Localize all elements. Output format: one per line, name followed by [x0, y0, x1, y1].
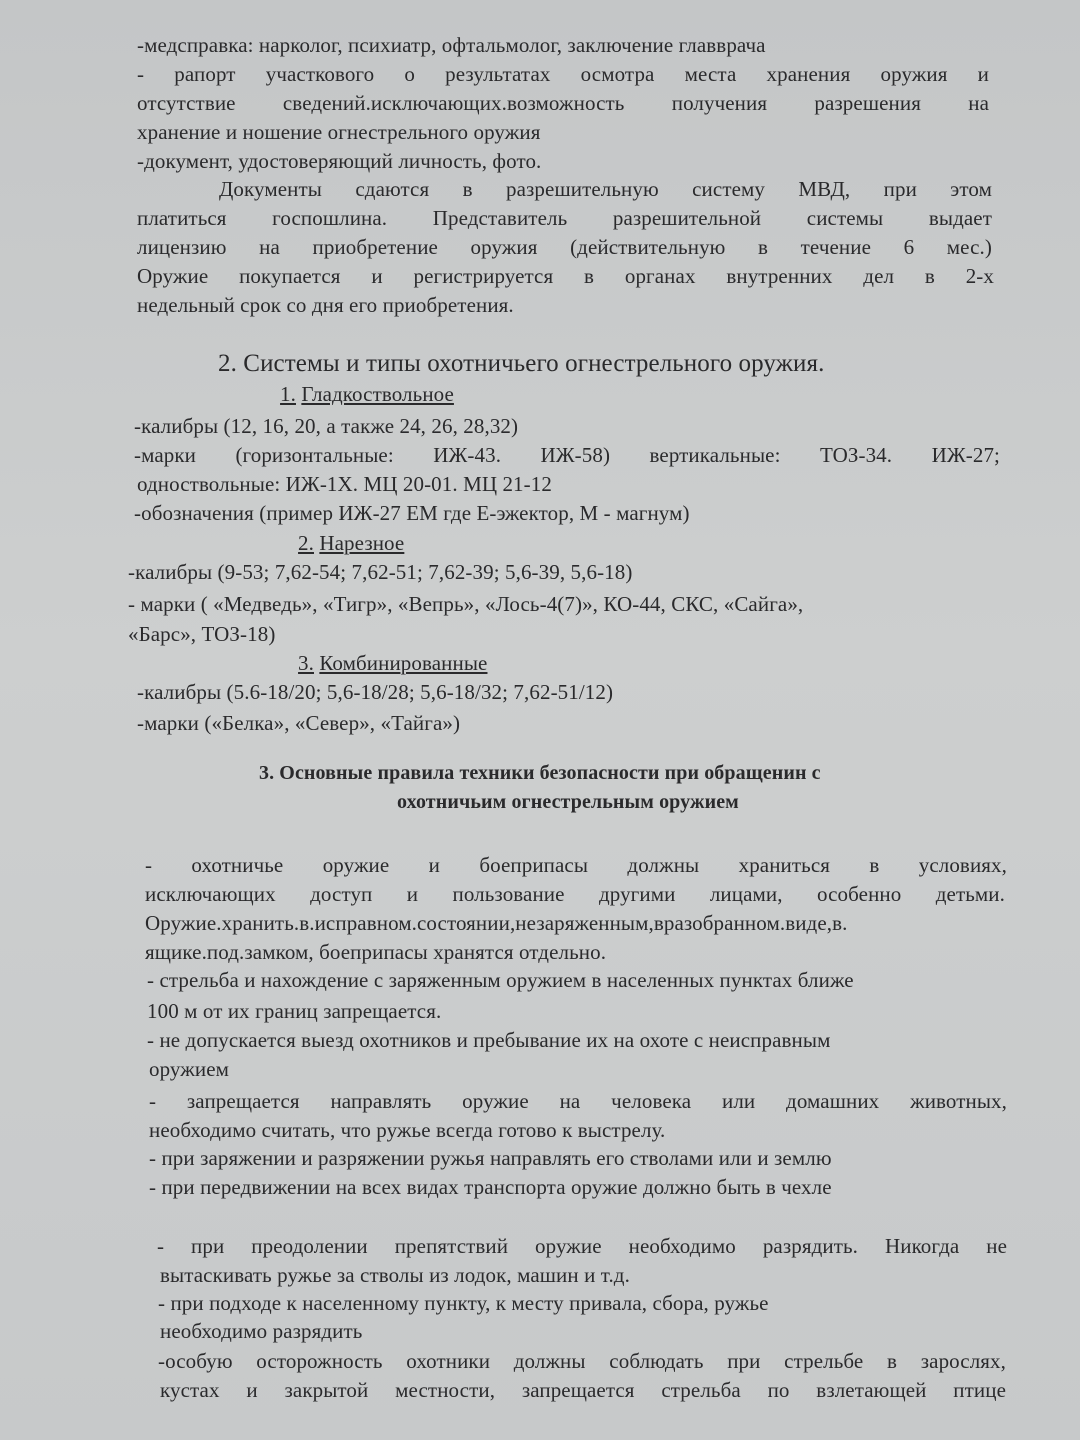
rule-aiming-2: необходимо считать, что ружье всегда готово к выстрелу. [149, 1118, 666, 1142]
section-2-title: 2. Системы и типы охотничьего огнестрельного оружия. [218, 350, 825, 377]
rule-obstacles-1: - при преодолении препятствий оружие необходимо разрядить. Никогда не [157, 1234, 1007, 1258]
smoothbore-designations: -обозначения (пример ИЖ-27 ЕМ где Е-эжектор, М - магнум) [134, 501, 690, 525]
item-police-report-end: хранение и ношение огнестрельного оружия [137, 120, 541, 144]
rule-approach-1: - при подходе к населенному пункту, к месту привала, сбора, ружье [158, 1291, 769, 1315]
subsection-smoothbore-heading [218, 381, 454, 407]
paragraph-line-2: платиться госпошлина. Представитель разрешительной системы выдает [137, 206, 992, 230]
item-id-document: -документ, удостоверяющий личность, фото. [137, 149, 542, 173]
paragraph-line-3: лицензию на приобретение оружия (действительную в течение 6 мес.) [137, 235, 992, 259]
subsection-smoothbore-title: Гладкоствольное [301, 382, 454, 406]
combined-calibers: -калибры (5.6-18/20; 5,6-18/28; 5,6-18/32; 7,62-51/12) [137, 680, 614, 704]
subsection-combined-number: 3. [298, 651, 314, 675]
rule-aiming-1: - запрещается направлять оружие на человека или домашних животных, [149, 1089, 1007, 1113]
rule-caution-1: -особую осторожность охотники должны соблюдать при стрельбе в зарослях, [158, 1349, 1006, 1373]
rule-settlements-1: - стрельба и нахождение с заряженным оружием в населенных пунктах ближе [147, 968, 854, 992]
rule-approach-2: необходимо разрядить [160, 1319, 363, 1343]
rule-settlements-2: 100 м от их границ запрещается. [147, 999, 442, 1023]
section-3-title-line-2: охотничьим огнестрельным оружием [397, 791, 739, 813]
rule-faulty-weapon-1: - не допускается выезд охотников и пребывание их на охоте с неисправным [147, 1028, 831, 1052]
rifled-calibers: -калибры (9-53; 7,62-54; 7,62-51; 7,62-39; 5,6-39, 5,6-18) [128, 560, 633, 584]
subsection-rifled-title: Нарезное [319, 531, 405, 555]
subsection-rifled-number: 2. [298, 531, 314, 555]
rifled-brands-cont: «Барс», ТОЗ-18) [128, 622, 276, 646]
rule-storage-2: исключающих доступ и пользование другими лицами, особенно детьми. [145, 882, 1005, 906]
subsection-combined-heading [218, 650, 487, 676]
item-medical-certificate: -медсправка: нарколог, психиатр, офтальмолог, заключение главврача [137, 33, 766, 57]
paragraph-line-4: Оружие покупается и регистрируется в органах внутренних дел в 2-х [137, 264, 994, 288]
rule-faulty-weapon-2: оружием [149, 1057, 230, 1081]
rule-storage-1: - охотничье оружие и боеприпасы должны храниться в условиях, [145, 853, 1007, 877]
paragraph-line-1: Документы сдаются в разрешительную систему МВД, при этом [219, 177, 992, 201]
rule-storage-3: Оружие.хранить.в.исправном.состоянии,незаряженным,вразобранном.виде,в. [145, 911, 848, 935]
combined-brands: -марки («Белка», «Север», «Тайга») [137, 711, 461, 735]
rule-caution-2: кустах и закрытой местности, запрещается стрельба по взлетающей птице [160, 1378, 1006, 1402]
item-police-report-cont: отсутствие сведений.исключающих.возможность получения разрешения на [137, 91, 989, 115]
item-police-report: - рапорт участкового о результатах осмотра места хранения оружия и [137, 62, 989, 86]
rule-obstacles-2: вытаскивать ружье за стволы из лодок, машин и т.д. [160, 1263, 630, 1287]
section-3-title-line-1: 3. Основные правила техники безопасности при обращенин с [259, 762, 821, 784]
subsection-smoothbore-number: 1. [280, 382, 296, 406]
subsection-combined-title: Комбинированные [319, 651, 488, 675]
smoothbore-single-barrel: одноствольные: ИЖ-1Х. МЦ 20-01. МЦ 21-12 [137, 472, 552, 496]
rule-loading: - при заряжении и разряжении ружья направлять его стволами или и землю [149, 1146, 832, 1170]
smoothbore-brands: -марки (горизонтальные: ИЖ-43. ИЖ-58) вертикальные: ТОЗ-34. ИЖ-27; [134, 443, 1000, 467]
smoothbore-calibers: -калибры (12, 16, 20, а также 24, 26, 28,32) [134, 414, 519, 438]
subsection-rifled-heading [218, 530, 404, 556]
rifled-brands: - марки ( «Медведь», «Тигр», «Вепрь», «Лось-4(7)», КО-44, СКС, «Сайга», [128, 592, 804, 616]
rule-storage-4: ящике.под.замком, боеприпасы хранятся отдельно. [145, 940, 607, 964]
paragraph-line-5: недельный срок со дня его приобретения. [137, 293, 514, 317]
rule-transport: - при передвижении на всех видах транспорта оружие должно быть в чехле [149, 1175, 832, 1199]
